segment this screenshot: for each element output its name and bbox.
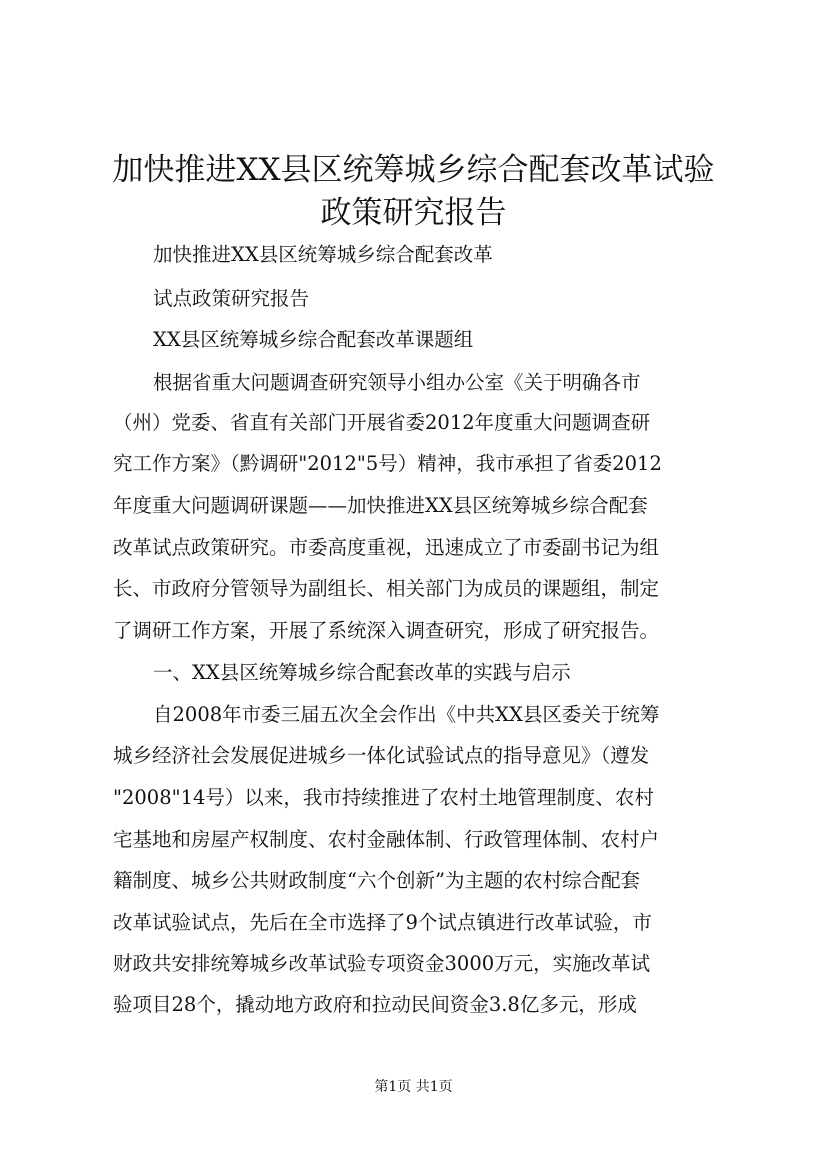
body-line: 究工作方案》（黔调研"2012"5号）精神，我市承担了省委2012 xyxy=(113,452,662,475)
section-heading: 一、XX县区统筹城乡综合配套改革的实践与启示 xyxy=(153,661,571,684)
body-line: 籍制度、城乡公共财政制度“六个创新”为主题的农村综合配套 xyxy=(113,869,640,892)
body-line: 根据省重大问题调查研究领导小组办公室《关于明确各市 xyxy=(153,371,641,394)
body-line: "2008"14号）以来，我市持续推进了农村土地管理制度、农村 xyxy=(113,786,654,809)
body-line: 了调研工作方案，开展了系统深入调查研究，形成了研究报告。 xyxy=(113,619,660,642)
document-title-line-1: 加快推进XX县区统筹城乡综合配套改革试验 xyxy=(112,152,715,188)
body-line: 城乡经济社会发展促进城乡一体化试验试点的指导意见》（遵发 xyxy=(113,744,650,767)
body-line: 长、市政府分管领导为副组长、相关部门为成员的课题组，制定 xyxy=(113,577,660,600)
page-number-footer: 第1页 共1页 xyxy=(374,1079,453,1095)
subtitle-line-2: 试点政策研究报告 xyxy=(153,287,310,310)
body-line: 年度重大问题调研课题——加快推进XX县区统筹城乡综合配套 xyxy=(113,494,648,517)
body-line: 财政共安排统筹城乡改革试验专项资金3000万元，实施改革试 xyxy=(113,952,651,975)
body-line: （州）党委、省直有关部门开展省委2012年度重大问题调查研 xyxy=(113,411,651,434)
document-title-line-2: 政策研究报告 xyxy=(320,195,507,231)
subtitle-line-1: 加快推进XX县区统筹城乡综合配套改革 xyxy=(153,243,493,266)
body-line: 改革试点政策研究。市委高度重视，迅速成立了市委副书记为组 xyxy=(113,536,660,559)
body-line: 宅基地和房屋产权制度、农村金融体制、行政管理体制、农村户 xyxy=(113,828,660,851)
body-line: 自2008年市委三届五次全会作出《中共XX县区委关于统筹 xyxy=(153,703,660,726)
author-line: XX县区统筹城乡综合配套改革课题组 xyxy=(153,328,474,351)
body-line: 验项目28个，撬动地方政府和拉动民间资金3.8亿多元，形成 xyxy=(113,993,637,1016)
body-line: 改革试验试点，先后在全市选择了9个试点镇进行改革试验，市 xyxy=(113,911,652,934)
